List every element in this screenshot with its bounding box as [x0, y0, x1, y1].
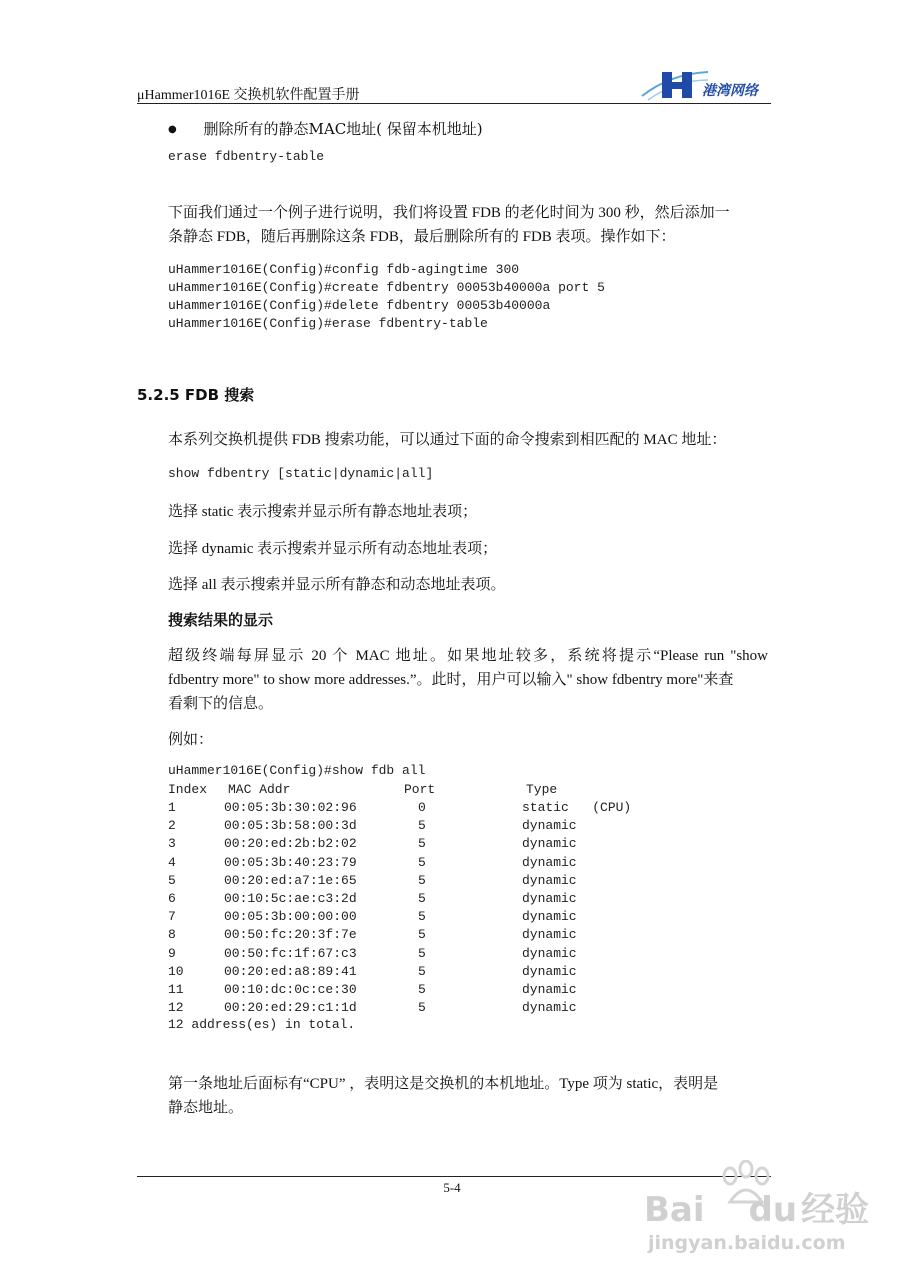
para-cpu-line-2: 静态地址。	[168, 1100, 244, 1116]
para-display-line-2: fdbentry more" to show more addresses.”。此时，用户可以输入" show fdbentry more"来查	[168, 672, 734, 688]
cmd-erase: erase fdbentry-table	[168, 149, 325, 164]
cell-type: dynamic	[522, 872, 577, 888]
cell-index: 8	[168, 927, 176, 943]
header-title: μHammer1016E 交换机软件配置手册	[137, 88, 360, 103]
cmd-show: show fdbentry [static|dynamic|all]	[168, 466, 434, 481]
cell-type: dynamic	[522, 982, 577, 997]
cell-index: 3	[168, 836, 176, 852]
cell-mac: 00:05:3b:40:23:79	[224, 854, 357, 870]
cell-mac: 00:50:fc:1f:67:c3	[224, 945, 357, 961]
example-label: 例如：	[168, 732, 214, 748]
bullet-dot: ●	[168, 124, 177, 135]
cell-index: 2	[168, 818, 176, 834]
cell-port: 5	[418, 818, 426, 834]
cell-port: 5	[418, 963, 426, 979]
baidu-watermark	[644, 1160, 894, 1270]
cell-mac: 00:20:ed:a8:89:41	[224, 963, 357, 979]
cell-mac: 00:50:fc:20:3f:7e	[224, 927, 357, 943]
bullet-item	[168, 117, 483, 144]
cell-mac: 00:05:3b:58:00:3d	[224, 818, 357, 834]
cell-port: 5	[418, 872, 426, 888]
cell-type: dynamic	[522, 963, 577, 979]
cell-mac: 00:10:5c:ae:c3:2d	[224, 891, 357, 906]
code-line-1: uHammer1016E(Config)#config fdb-agingtime 300	[168, 262, 520, 277]
cell-type: dynamic	[522, 854, 577, 870]
cell-type: dynamic	[522, 818, 577, 834]
subheading: 搜索结果的显示	[168, 611, 274, 629]
option-static: 选择 static 表示搜索并显示所有静态地址表项；	[168, 504, 478, 520]
company-logo	[640, 66, 770, 104]
cell-index: 5	[168, 872, 176, 888]
cell-port: 5	[418, 854, 426, 870]
para-example-line-1: 下面我们通过一个例子进行说明，我们将设置 FDB 的老化时间为 300 秒，然后添加一	[168, 205, 730, 221]
cell-port: 5	[418, 836, 426, 852]
cell-mac: 00:20:ed:2b:b2:02	[224, 836, 357, 852]
cell-mac: 00:20:ed:a7:1e:65	[224, 872, 357, 888]
cell-index: 7	[168, 909, 176, 925]
table-header	[168, 781, 558, 799]
para-cpu-line-1: 第一条地址后面标有“CPU” ，表明这是交换机的本机地址。Type 项为 static，表明是	[168, 1076, 719, 1092]
cell-port: 5	[418, 945, 426, 961]
cell-port: 5	[418, 891, 426, 906]
bullet-text: 删除所有的静态MAC地址( 保留本机地址)	[203, 120, 483, 138]
watermark-url: jingyan.baidu.com	[648, 1232, 846, 1254]
cell-index: 6	[168, 891, 176, 906]
logo-text: 港湾网络	[702, 83, 758, 99]
para-search: 本系列交换机提供 FDB 搜索功能，可以通过下面的命令搜索到相匹配的 MAC 地址：	[168, 432, 727, 448]
cell-type: dynamic	[522, 927, 577, 943]
cell-mac: 00:05:3b:00:00:00	[224, 909, 357, 925]
cell-type: dynamic	[522, 891, 577, 906]
cell-index: 11	[168, 982, 184, 997]
page-number: 5-4	[443, 1180, 461, 1195]
option-dynamic: 选择 dynamic 表示搜索并显示所有动态地址表项；	[168, 541, 498, 557]
watermark-brand	[644, 1182, 869, 1231]
table-footer: 12 address(es) in total.	[168, 1017, 356, 1032]
header-type: Type	[526, 782, 558, 797]
cell-port: 5	[418, 909, 426, 925]
watermark-suffix: 经验	[801, 1190, 870, 1230]
para-display-line-1: 超级终端每屏显示 20 个 MAC 地址。如果地址较多，系统将提示“Please run "show	[168, 648, 768, 664]
cell-index: 12	[168, 1000, 184, 1016]
cell-type: dynamic	[522, 836, 577, 852]
code-line-4: uHammer1016E(Config)#erase fdbentry-table	[168, 316, 488, 331]
code-line-2: uHammer1016E(Config)#create fdbentry 00053b40000a port 5	[168, 280, 605, 295]
cell-mac: 00:10:dc:0c:ce:30	[224, 982, 357, 997]
cell-index: 10	[168, 963, 184, 979]
watermark-du: du	[748, 1190, 798, 1230]
cell-port: 0	[418, 800, 426, 815]
logo-graphic	[640, 66, 710, 104]
cell-index: 9	[168, 945, 176, 961]
header-port: Port	[404, 782, 436, 797]
cell-mac: 00:20:ed:29:c1:1d	[224, 1000, 357, 1016]
cell-mac: 00:05:3b:30:02:96	[224, 800, 357, 815]
header-rule	[137, 103, 771, 104]
cell-type: dynamic	[522, 1000, 577, 1016]
cell-port: 5	[418, 982, 426, 997]
cell-type: dynamic	[522, 945, 577, 961]
cell-type: dynamic	[522, 909, 577, 925]
header-index: Index	[168, 782, 208, 797]
watermark-bai: Bai	[644, 1190, 705, 1230]
section-heading: 5.2.5 FDB 搜索	[137, 386, 255, 404]
cell-port: 5	[418, 1000, 426, 1016]
header-mac: MAC Addr	[228, 782, 291, 797]
option-all: 选择 all 表示搜索并显示所有静态和动态地址表项。	[168, 577, 506, 593]
code-line-3: uHammer1016E(Config)#delete fdbentry 00053b40000a	[168, 298, 551, 313]
table-command: uHammer1016E(Config)#show fdb all	[168, 763, 426, 778]
cell-index: 1	[168, 800, 176, 815]
cell-type: static (CPU)	[522, 800, 632, 815]
para-display-line-3: 看剩下的信息。	[168, 696, 274, 712]
para-example-line-2: 条静态 FDB，随后再删除这条 FDB，最后删除所有的 FDB 表项。操作如下：	[168, 229, 676, 245]
cell-index: 4	[168, 854, 176, 870]
cell-port: 5	[418, 927, 426, 943]
